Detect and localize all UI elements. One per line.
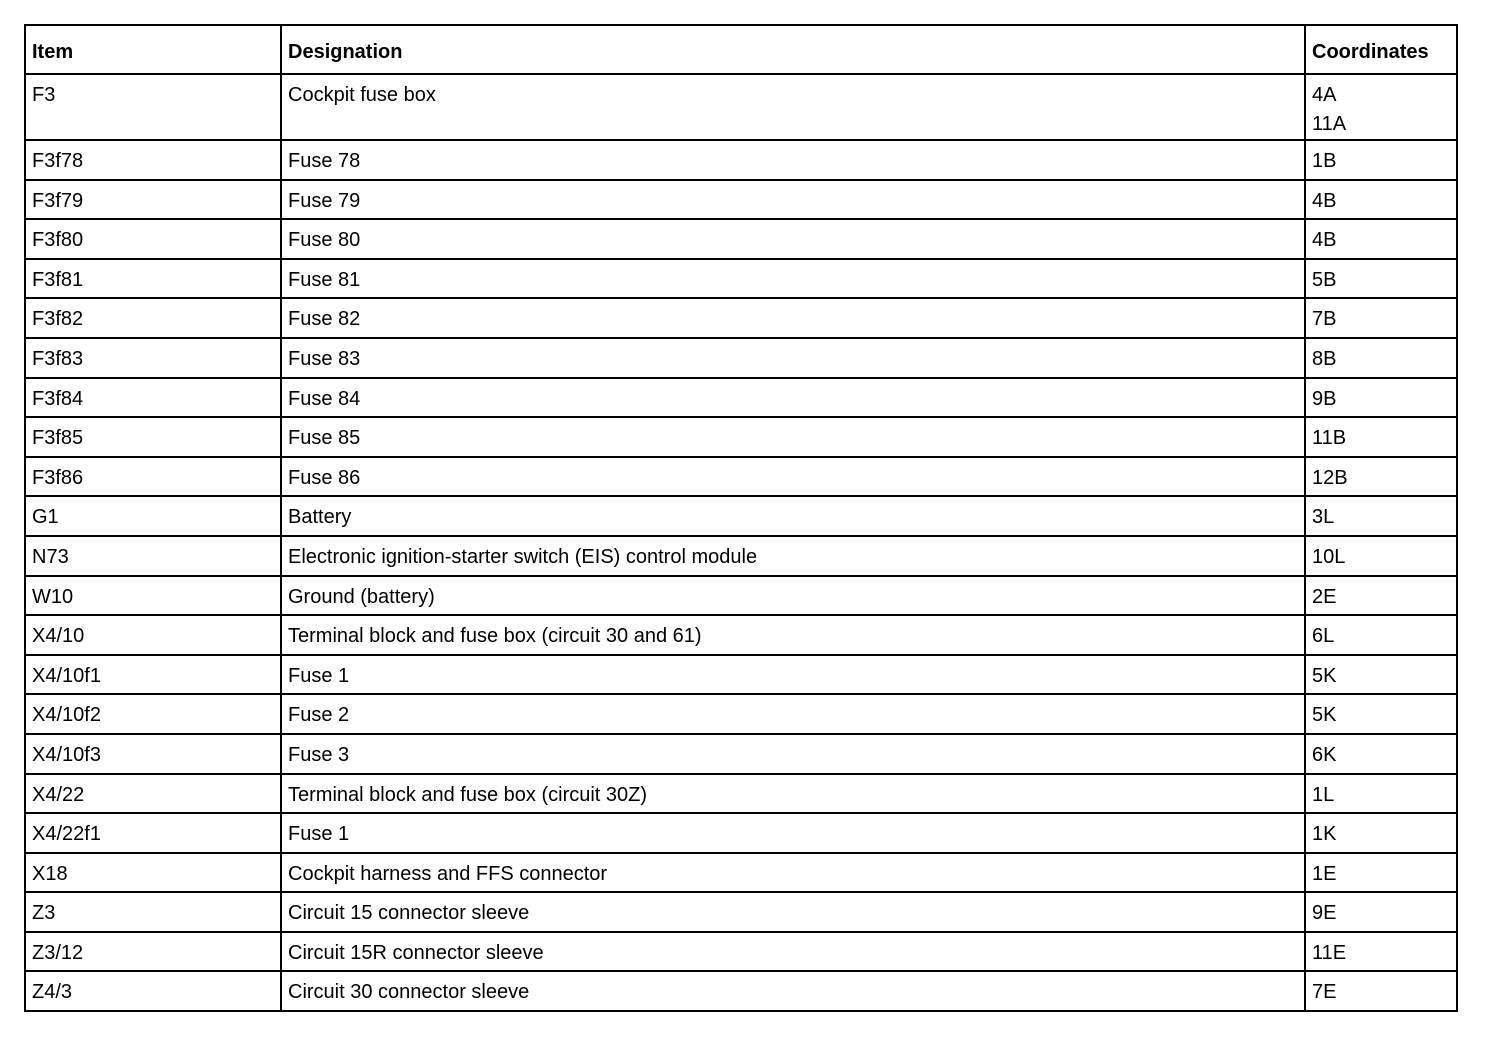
item-cell: F3 xyxy=(25,74,281,140)
item-cell: F3f82 xyxy=(25,298,281,338)
item-cell: F3f83 xyxy=(25,338,281,378)
header-row xyxy=(25,25,1457,74)
table-row xyxy=(25,417,1457,457)
item-cell: G1 xyxy=(25,496,281,536)
coordinates-cell xyxy=(1305,140,1457,180)
coordinates-cell xyxy=(1305,655,1457,695)
item-cell: X4/22 xyxy=(25,774,281,814)
table-header xyxy=(25,25,1457,74)
item-cell: F3f81 xyxy=(25,259,281,299)
table-row xyxy=(25,932,1457,972)
coordinate-value: 5K xyxy=(1312,704,1337,727)
coordinate-value: 1B xyxy=(1312,150,1337,172)
coordinate-value: 11A xyxy=(1312,113,1347,135)
designation-cell: Cockpit harness and FFS connector xyxy=(281,853,1305,893)
table-row xyxy=(25,219,1457,259)
designation-cell: Fuse 1 xyxy=(281,655,1305,695)
item-cell: X4/10 xyxy=(25,615,281,655)
component-legend-table xyxy=(24,24,1458,1012)
designation-cell: Fuse 2 xyxy=(281,694,1305,734)
coordinates-cell xyxy=(1305,417,1457,457)
item-cell: W10 xyxy=(25,576,281,616)
table-row xyxy=(25,74,1457,140)
coordinates-cell xyxy=(1305,932,1457,972)
table-row xyxy=(25,496,1457,536)
table-row xyxy=(25,457,1457,497)
coordinate-value: 11B xyxy=(1312,427,1347,450)
designation-cell: Fuse 85 xyxy=(281,417,1305,457)
table-row xyxy=(25,378,1457,418)
coordinate-value: 4B xyxy=(1312,229,1337,252)
item-cell: F3f78 xyxy=(25,140,281,180)
item-cell: F3f80 xyxy=(25,219,281,259)
designation-cell: Fuse 1 xyxy=(281,813,1305,853)
coordinates-cell xyxy=(1305,615,1457,655)
table-row xyxy=(25,853,1457,893)
table-row xyxy=(25,536,1457,576)
item-cell: Z3 xyxy=(25,892,281,932)
table-row xyxy=(25,298,1457,338)
designation-cell: Circuit 15R connector sleeve xyxy=(281,932,1305,972)
item-cell: Z3/12 xyxy=(25,932,281,972)
item-cell: X4/22f1 xyxy=(25,813,281,853)
coordinate-value: 8B xyxy=(1312,347,1337,370)
designation-cell: Terminal block and fuse box (circuit 30 and 61) xyxy=(281,615,1305,655)
coordinates-cell xyxy=(1305,219,1457,259)
designation-cell: Ground (battery) xyxy=(281,576,1305,616)
header-designation: Designation xyxy=(281,25,1305,74)
coordinate-value: 5K xyxy=(1312,664,1337,687)
item-cell: Z4/3 xyxy=(25,971,281,1011)
coordinates-cell xyxy=(1305,378,1457,418)
item-cell: X4/10f3 xyxy=(25,734,281,774)
item-cell: X4/10f2 xyxy=(25,694,281,734)
coordinates-cell xyxy=(1305,813,1457,853)
table-row xyxy=(25,734,1457,774)
designation-cell: Fuse 3 xyxy=(281,734,1305,774)
designation-cell: Fuse 86 xyxy=(281,457,1305,497)
coordinate-value: 12B xyxy=(1312,466,1348,489)
table-row xyxy=(25,813,1457,853)
coordinate-value: 9E xyxy=(1312,902,1337,925)
designation-cell: Fuse 84 xyxy=(281,378,1305,418)
item-cell: F3f86 xyxy=(25,457,281,497)
table-row xyxy=(25,259,1457,299)
designation-cell: Cockpit fuse box xyxy=(281,74,1305,140)
coordinates-cell xyxy=(1305,496,1457,536)
coordinate-value: 10L xyxy=(1312,545,1346,568)
table-row xyxy=(25,338,1457,378)
table-row xyxy=(25,774,1457,814)
designation-cell: Circuit 30 connector sleeve xyxy=(281,971,1305,1011)
coordinates-cell xyxy=(1305,892,1457,932)
coordinates-cell xyxy=(1305,576,1457,616)
coordinate-value: 6L xyxy=(1312,625,1335,648)
table-row xyxy=(25,615,1457,655)
designation-cell: Fuse 80 xyxy=(281,219,1305,259)
header-coordinates: Coordinates xyxy=(1305,25,1457,74)
coordinate-value: 3L xyxy=(1312,506,1335,529)
coordinate-value: 1E xyxy=(1312,862,1337,885)
coordinates-cell xyxy=(1305,774,1457,814)
table-body xyxy=(25,74,1457,1011)
item-cell: N73 xyxy=(25,536,281,576)
coordinates-cell xyxy=(1305,853,1457,893)
coordinate-value: 2E xyxy=(1312,585,1337,608)
item-cell: X18 xyxy=(25,853,281,893)
coordinate-value: 6K xyxy=(1312,743,1337,766)
coordinate-value: 1K xyxy=(1312,823,1337,846)
coordinate-value: 1L xyxy=(1312,783,1335,806)
coordinates-cell xyxy=(1305,734,1457,774)
designation-cell: Fuse 82 xyxy=(281,298,1305,338)
coordinate-value: 5B xyxy=(1312,268,1337,291)
coordinate-value: 9B xyxy=(1312,387,1337,410)
coordinate-value: 4A xyxy=(1312,84,1337,106)
designation-cell: Fuse 83 xyxy=(281,338,1305,378)
item-cell: X4/10f1 xyxy=(25,655,281,695)
coordinates-cell xyxy=(1305,74,1457,140)
coordinate-value: 4B xyxy=(1312,189,1337,212)
item-cell: F3f79 xyxy=(25,180,281,220)
table-row xyxy=(25,140,1457,180)
coordinates-cell xyxy=(1305,180,1457,220)
designation-cell: Circuit 15 connector sleeve xyxy=(281,892,1305,932)
item-cell: F3f85 xyxy=(25,417,281,457)
designation-cell: Fuse 78 xyxy=(281,140,1305,180)
coordinates-cell xyxy=(1305,536,1457,576)
designation-cell: Fuse 81 xyxy=(281,259,1305,299)
designation-cell: Electronic ignition-starter switch (EIS) control module xyxy=(281,536,1305,576)
table-row xyxy=(25,694,1457,734)
designation-cell: Battery xyxy=(281,496,1305,536)
coordinates-cell xyxy=(1305,971,1457,1011)
coordinates-cell xyxy=(1305,457,1457,497)
coordinates-cell xyxy=(1305,298,1457,338)
table-row xyxy=(25,655,1457,695)
designation-cell: Fuse 79 xyxy=(281,180,1305,220)
table-row xyxy=(25,180,1457,220)
table-row xyxy=(25,971,1457,1011)
coordinates-cell xyxy=(1305,259,1457,299)
coordinate-value: 7E xyxy=(1312,981,1337,1004)
coordinates-cell xyxy=(1305,338,1457,378)
table-row xyxy=(25,576,1457,616)
coordinates-cell xyxy=(1305,694,1457,734)
header-item: Item xyxy=(25,25,281,74)
table-row xyxy=(25,892,1457,932)
coordinate-value: 7B xyxy=(1312,308,1337,331)
item-cell: F3f84 xyxy=(25,378,281,418)
designation-cell: Terminal block and fuse box (circuit 30Z) xyxy=(281,774,1305,814)
coordinate-value: 11E xyxy=(1312,941,1347,964)
